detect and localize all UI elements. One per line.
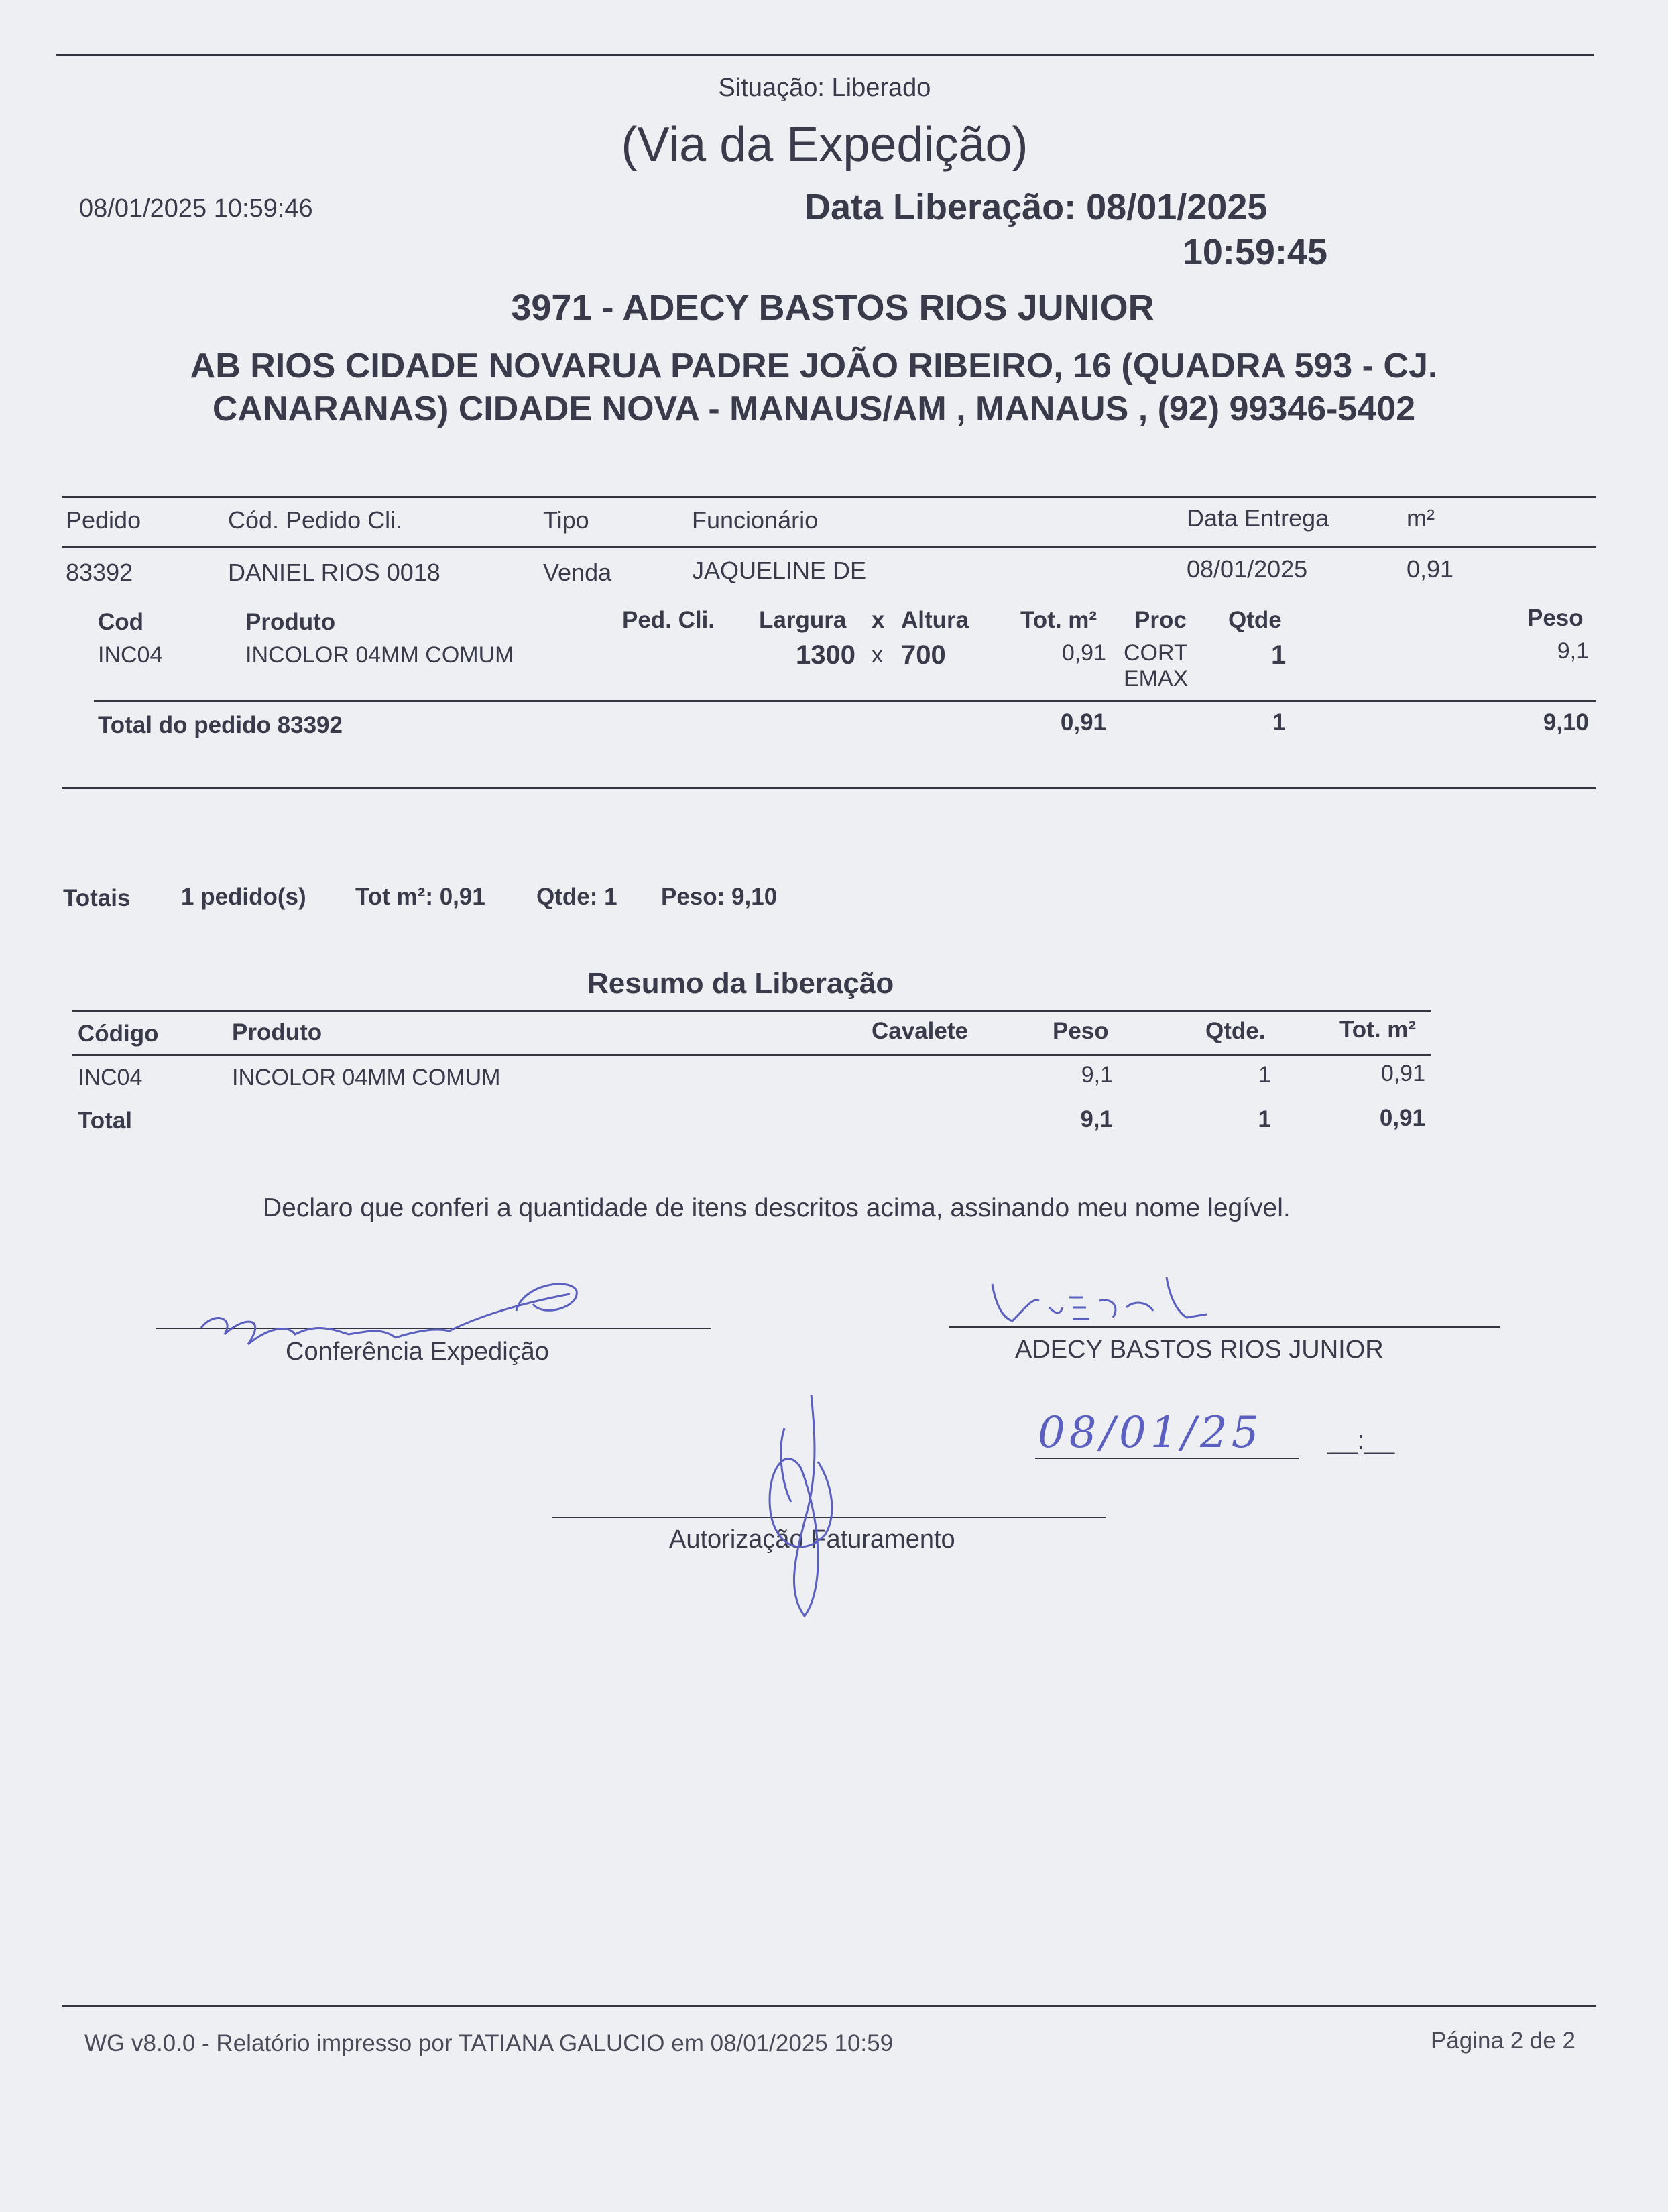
items-total-rule (94, 700, 1596, 702)
item-col-cod: Cod (98, 609, 144, 635)
resumo-title: Resumo da Liberação (587, 967, 894, 1000)
resumo-codigo: INC04 (78, 1065, 143, 1090)
address-line-2: CANARANAS) CIDADE NOVA - MANAUS/AM , MANAUS , (92) 99346-5402 (212, 390, 1416, 428)
item-col-ped-cli: Ped. Cli. (622, 607, 715, 633)
address-line-1: AB RIOS CIDADE NOVARUA PADRE JOÃO RIBEIRO, 16 (QUADRA 593 - CJ. (190, 347, 1438, 386)
order-total-qtde: 1 (1272, 709, 1286, 736)
item-col-qtde: Qtde (1228, 607, 1282, 633)
resumo-peso: 9,1 (1081, 1062, 1113, 1088)
resumo-col-codigo: Código (78, 1021, 159, 1047)
cod-pedido-cli-value: DANIEL RIOS 0018 (228, 559, 440, 586)
autorizacao-label: Autorização Faturamento (669, 1525, 955, 1554)
item-proc-2: EMAX (1124, 666, 1189, 691)
item-largura: 1300 (796, 640, 855, 670)
col-funcionario: Funcionário (692, 506, 819, 534)
totais-tot-m2: Tot m²: 0,91 (355, 884, 485, 910)
data-liberacao-time: 10:59:45 (1182, 232, 1327, 272)
resumo-total-label: Total (78, 1108, 133, 1134)
pedido-value: 83392 (66, 559, 133, 586)
item-produto: INCOLOR 04MM COMUM (245, 642, 514, 668)
order-header-mid-rule (62, 546, 1596, 548)
resumo-qtde: 1 (1258, 1062, 1271, 1088)
conferencia-signature (194, 1271, 597, 1371)
item-col-proc: Proc (1134, 607, 1187, 633)
item-col-tot-m2: Tot. m² (1020, 607, 1097, 633)
footer-page: Página 2 de 2 (1430, 2028, 1575, 2054)
item-x: x (872, 642, 883, 668)
totais-pedidos: 1 pedido(s) (181, 884, 306, 910)
resumo-total-qtde: 1 (1258, 1106, 1271, 1132)
resumo-col-peso: Peso (1053, 1018, 1109, 1044)
resumo-total-tot-m2: 0,91 (1379, 1105, 1425, 1131)
cliente-label: ADECY BASTOS RIOS JUNIOR (1015, 1336, 1384, 1364)
resumo-col-qtde: Qtde. (1205, 1018, 1266, 1044)
order-total-peso: 9,10 (1543, 709, 1589, 736)
totais-peso: Peso: 9,10 (661, 884, 778, 910)
col-data-entrega: Data Entrega (1187, 504, 1329, 532)
item-col-largura: Largura (759, 607, 847, 633)
resumo-top-rule (72, 1010, 1431, 1012)
resumo-tot-m2: 0,91 (1380, 1061, 1425, 1086)
date-line (1035, 1458, 1299, 1459)
print-timestamp: 08/01/2025 10:59:46 (79, 194, 313, 223)
col-m2: m² (1407, 504, 1435, 532)
resumo-mid-rule (72, 1054, 1431, 1056)
top-rule (56, 54, 1594, 56)
time-blank: __:__ (1327, 1425, 1395, 1455)
item-col-peso: Peso (1527, 605, 1584, 631)
resumo-col-produto: Produto (232, 1019, 322, 1045)
footer-rule (62, 2005, 1596, 2007)
data-liberacao: Data Liberação: 08/01/2025 (805, 187, 1268, 227)
item-col-altura: Altura (901, 607, 969, 633)
funcionario-value: JAQUELINE DE (692, 557, 867, 584)
col-tipo: Tipo (543, 506, 589, 534)
resumo-col-tot-m2: Tot. m² (1339, 1016, 1417, 1043)
resumo-produto: INCOLOR 04MM COMUM (232, 1065, 501, 1090)
col-pedido: Pedido (66, 506, 141, 534)
date-handwritten: 08/01/25 (1038, 1408, 1263, 1458)
item-qtde: 1 (1271, 640, 1287, 670)
order-header-top-rule (62, 496, 1596, 498)
order-block-bottom-rule (62, 787, 1596, 789)
item-peso: 9,1 (1557, 638, 1589, 664)
footer-report: WG v8.0.0 - Relatório impresso por TATIANA GALUCIO em 08/01/2025 10:59 (84, 2030, 894, 2056)
conferencia-label: Conferência Expedição (286, 1338, 549, 1366)
item-proc-1: CORT (1124, 640, 1188, 666)
item-cod: INC04 (98, 642, 163, 668)
situacao-label: Situação: Liberado (718, 74, 931, 102)
totais-qtde: Qtde: 1 (536, 884, 617, 910)
data-entrega-value: 08/01/2025 (1187, 555, 1308, 583)
resumo-col-cavalete: Cavalete (872, 1018, 968, 1044)
cliente-signature (986, 1271, 1254, 1331)
resumo-total-peso: 9,1 (1080, 1106, 1113, 1132)
m2-value: 0,91 (1407, 555, 1454, 583)
item-col-x: x (872, 607, 885, 633)
via-title: (Via da Expedição) (621, 118, 1028, 172)
order-total-label: Total do pedido 83392 (98, 712, 343, 738)
declaration-text: Declaro que conferi a quantidade de itens descritos acima, assinando meu nome legível. (263, 1194, 1291, 1222)
tipo-value: Venda (543, 559, 612, 586)
col-cod-pedido-cli: Cód. Pedido Cli. (228, 506, 403, 534)
client-title: 3971 - ADECY BASTOS RIOS JUNIOR (511, 288, 1154, 328)
item-tot-m2: 0,91 (1061, 640, 1106, 666)
item-col-produto: Produto (245, 609, 336, 635)
totais-label: Totais (63, 885, 131, 911)
item-altura: 700 (901, 640, 946, 670)
autorizacao-signature (744, 1388, 865, 1623)
order-total-m2: 0,91 (1060, 709, 1106, 736)
